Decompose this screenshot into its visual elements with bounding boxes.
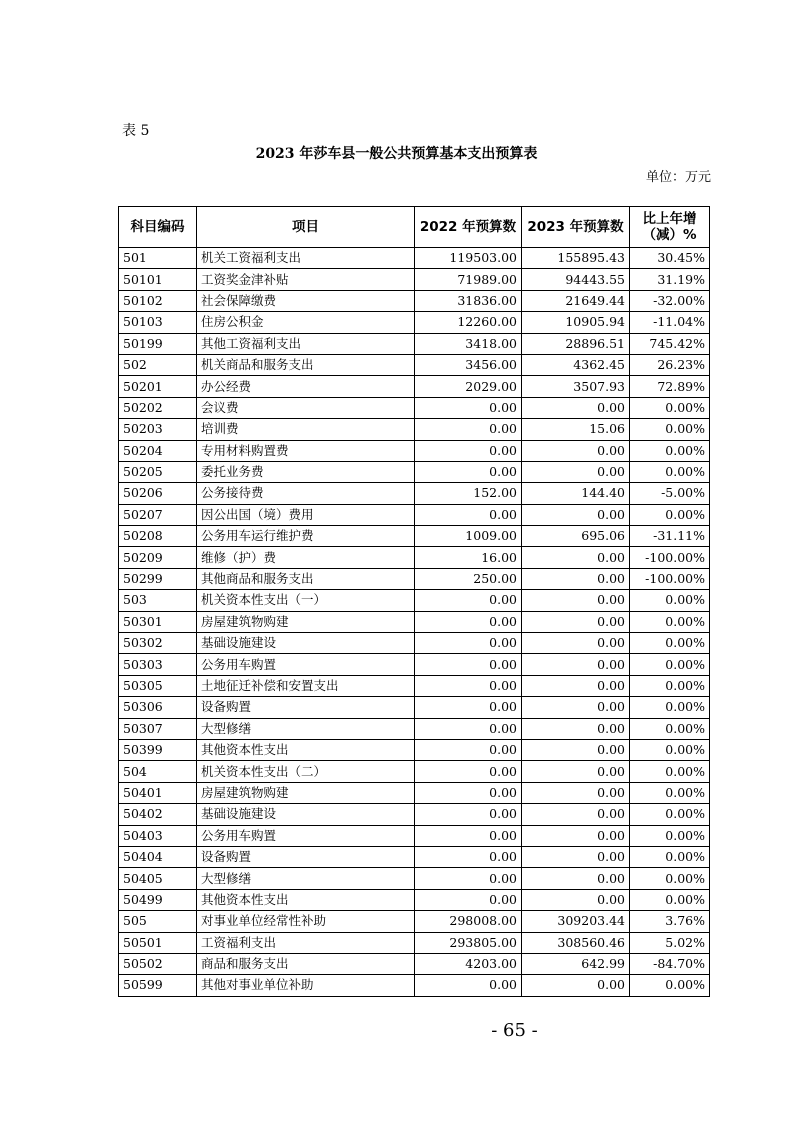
cell-code: 50207 [119, 504, 197, 525]
cell-item: 工资奖金津补贴 [197, 269, 415, 290]
cell-2023: 0.00 [522, 889, 630, 910]
cell-change: 72.89% [630, 376, 710, 397]
cell-2023: 695.06 [522, 526, 630, 547]
cell-code: 50199 [119, 333, 197, 354]
table-row [119, 419, 710, 440]
cell-item: 商品和服务支出 [197, 953, 415, 974]
cell-2023: 28896.51 [522, 333, 630, 354]
cell-change: -5.00% [630, 483, 710, 504]
cell-change: -11.04% [630, 312, 710, 333]
cell-item: 其他资本性支出 [197, 739, 415, 760]
cell-2022: 0.00 [415, 504, 522, 525]
cell-2023: 0.00 [522, 846, 630, 867]
cell-item: 基础设施建设 [197, 633, 415, 654]
cell-item: 房屋建筑物购建 [197, 611, 415, 632]
cell-change: 31.19% [630, 269, 710, 290]
cell-2023: 0.00 [522, 739, 630, 760]
header-change-line2: （减）% [642, 227, 697, 243]
unit-label: 单位：万元 [645, 170, 711, 185]
cell-item: 大型修缮 [197, 868, 415, 889]
cell-code: 50101 [119, 269, 197, 290]
cell-2023: 0.00 [522, 547, 630, 568]
cell-2023: 0.00 [522, 675, 630, 696]
cell-code: 50402 [119, 804, 197, 825]
cell-change: 0.00% [630, 504, 710, 525]
cell-code: 50502 [119, 953, 197, 974]
cell-item: 土地征迁补偿和安置支出 [197, 675, 415, 696]
cell-change: -100.00% [630, 568, 710, 589]
cell-2023: 144.40 [522, 483, 630, 504]
cell-item: 社会保障缴费 [197, 290, 415, 311]
table-row [119, 397, 710, 418]
cell-2022: 71989.00 [415, 269, 522, 290]
cell-item: 机关商品和服务支出 [197, 354, 415, 375]
cell-change: 0.00% [630, 804, 710, 825]
cell-2022: 0.00 [415, 440, 522, 461]
table-row [119, 782, 710, 803]
cell-2022: 0.00 [415, 611, 522, 632]
cell-item: 对事业单位经常性补助 [197, 911, 415, 932]
cell-2022: 0.00 [415, 761, 522, 782]
cell-item: 其他工资福利支出 [197, 333, 415, 354]
cell-item: 其他商品和服务支出 [197, 568, 415, 589]
cell-item: 公务接待费 [197, 483, 415, 504]
cell-change: 0.00% [630, 825, 710, 846]
cell-2023: 3507.93 [522, 376, 630, 397]
cell-item: 委托业务费 [197, 461, 415, 482]
table-row [119, 333, 710, 354]
cell-code: 50299 [119, 568, 197, 589]
cell-code: 50202 [119, 397, 197, 418]
cell-2023: 0.00 [522, 461, 630, 482]
cell-code: 50208 [119, 526, 197, 547]
cell-code: 50301 [119, 611, 197, 632]
cell-change: -100.00% [630, 547, 710, 568]
cell-code: 50501 [119, 932, 197, 953]
cell-change: -84.70% [630, 953, 710, 974]
cell-2022: 293805.00 [415, 932, 522, 953]
table-row [119, 590, 710, 611]
cell-2022: 1009.00 [415, 526, 522, 547]
table-row [119, 290, 710, 311]
cell-2023: 309203.44 [522, 911, 630, 932]
cell-item: 公务用车运行维护费 [197, 526, 415, 547]
cell-code: 50307 [119, 718, 197, 739]
table-row [119, 868, 710, 889]
cell-2022: 2029.00 [415, 376, 522, 397]
cell-2022: 119503.00 [415, 248, 522, 269]
cell-2022: 12260.00 [415, 312, 522, 333]
cell-code: 50403 [119, 825, 197, 846]
cell-2023: 308560.46 [522, 932, 630, 953]
table-header-row [119, 207, 710, 248]
cell-item: 大型修缮 [197, 718, 415, 739]
cell-2023: 0.00 [522, 504, 630, 525]
cell-code: 50201 [119, 376, 197, 397]
cell-2023: 0.00 [522, 654, 630, 675]
cell-change: 0.00% [630, 697, 710, 718]
cell-2022: 16.00 [415, 547, 522, 568]
table-row [119, 633, 710, 654]
cell-2023: 0.00 [522, 825, 630, 846]
table-row [119, 975, 710, 996]
cell-change: 0.00% [630, 397, 710, 418]
cell-code: 50204 [119, 440, 197, 461]
cell-2022: 4203.00 [415, 953, 522, 974]
cell-change: 0.00% [630, 868, 710, 889]
cell-2022: 0.00 [415, 397, 522, 418]
table-row [119, 932, 710, 953]
cell-2023: 15.06 [522, 419, 630, 440]
table-row [119, 889, 710, 910]
cell-2023: 0.00 [522, 975, 630, 996]
cell-2022: 0.00 [415, 697, 522, 718]
cell-code: 50209 [119, 547, 197, 568]
cell-2022: 0.00 [415, 804, 522, 825]
cell-item: 其他资本性支出 [197, 889, 415, 910]
cell-2022: 0.00 [415, 825, 522, 846]
table-row [119, 312, 710, 333]
cell-change: 30.45% [630, 248, 710, 269]
cell-2022: 0.00 [415, 782, 522, 803]
table-row [119, 697, 710, 718]
cell-code: 502 [119, 354, 197, 375]
cell-2022: 0.00 [415, 633, 522, 654]
cell-code: 50306 [119, 697, 197, 718]
cell-item: 房屋建筑物购建 [197, 782, 415, 803]
table-row [119, 911, 710, 932]
cell-item: 工资福利支出 [197, 932, 415, 953]
page-title: 2023 年莎车县一般公共预算基本支出预算表 [255, 146, 538, 162]
cell-2023: 4362.45 [522, 354, 630, 375]
cell-2022: 0.00 [415, 889, 522, 910]
table-row [119, 739, 710, 760]
table-row [119, 354, 710, 375]
cell-code: 50205 [119, 461, 197, 482]
cell-2023: 0.00 [522, 611, 630, 632]
header-2023: 2023 年预算数 [522, 207, 630, 248]
cell-change: 0.00% [630, 654, 710, 675]
page-number-text: - 65 - [491, 1020, 538, 1041]
cell-2023: 21649.44 [522, 290, 630, 311]
cell-change: 0.00% [630, 675, 710, 696]
cell-item: 设备购置 [197, 697, 415, 718]
cell-item: 因公出国（境）费用 [197, 504, 415, 525]
cell-item: 办公经费 [197, 376, 415, 397]
cell-change: 745.42% [630, 333, 710, 354]
cell-2022: 0.00 [415, 718, 522, 739]
cell-2023: 0.00 [522, 697, 630, 718]
cell-2022: 0.00 [415, 590, 522, 611]
cell-change: 0.00% [630, 633, 710, 654]
table-row [119, 376, 710, 397]
cell-item: 住房公积金 [197, 312, 415, 333]
table-row [119, 953, 710, 974]
cell-2023: 0.00 [522, 868, 630, 889]
table-row [119, 269, 710, 290]
cell-2022: 0.00 [415, 675, 522, 696]
cell-item: 会议费 [197, 397, 415, 418]
cell-code: 50302 [119, 633, 197, 654]
table-row [119, 440, 710, 461]
header-change-line1: 比上年增 [642, 211, 697, 227]
table-row [119, 611, 710, 632]
budget-table [118, 206, 710, 997]
table-label: 表 5 [122, 123, 150, 139]
table-row [119, 547, 710, 568]
cell-item: 基础设施建设 [197, 804, 415, 825]
cell-2023: 10905.94 [522, 312, 630, 333]
cell-change: 0.00% [630, 846, 710, 867]
cell-change: 0.00% [630, 975, 710, 996]
cell-2023: 0.00 [522, 633, 630, 654]
cell-code: 50206 [119, 483, 197, 504]
cell-change: 5.02% [630, 932, 710, 953]
header-2022: 2022 年预算数 [415, 207, 522, 248]
cell-code: 50399 [119, 739, 197, 760]
cell-2022: 152.00 [415, 483, 522, 504]
cell-code: 50405 [119, 868, 197, 889]
header-change [630, 207, 710, 248]
cell-item: 维修（护）费 [197, 547, 415, 568]
cell-change: 0.00% [630, 461, 710, 482]
cell-change: 0.00% [630, 782, 710, 803]
cell-2023: 642.99 [522, 953, 630, 974]
cell-code: 501 [119, 248, 197, 269]
cell-2023: 0.00 [522, 568, 630, 589]
cell-2023: 0.00 [522, 590, 630, 611]
cell-change: -32.00% [630, 290, 710, 311]
table-row [119, 568, 710, 589]
table-row [119, 825, 710, 846]
table-row [119, 804, 710, 825]
cell-change: 0.00% [630, 739, 710, 760]
cell-2022: 0.00 [415, 654, 522, 675]
cell-2023: 0.00 [522, 804, 630, 825]
cell-item: 专用材料购置费 [197, 440, 415, 461]
cell-change: 0.00% [630, 889, 710, 910]
cell-code: 50103 [119, 312, 197, 333]
cell-change: 3.76% [630, 911, 710, 932]
table-row [119, 846, 710, 867]
cell-2023: 0.00 [522, 440, 630, 461]
table-row [119, 504, 710, 525]
table-row [119, 248, 710, 269]
cell-2022: 0.00 [415, 461, 522, 482]
cell-code: 50499 [119, 889, 197, 910]
cell-2022: 0.00 [415, 739, 522, 760]
cell-2022: 31836.00 [415, 290, 522, 311]
header-code: 科目编码 [119, 207, 197, 248]
cell-2023: 155895.43 [522, 248, 630, 269]
cell-2022: 0.00 [415, 975, 522, 996]
cell-item: 机关工资福利支出 [197, 248, 415, 269]
table-body [119, 248, 710, 997]
cell-change: 0.00% [630, 761, 710, 782]
header-item: 项目 [197, 207, 415, 248]
cell-2022: 3456.00 [415, 354, 522, 375]
cell-change: -31.11% [630, 526, 710, 547]
cell-item: 其他对事业单位补助 [197, 975, 415, 996]
table-row [119, 483, 710, 504]
table-row [119, 761, 710, 782]
cell-item: 培训费 [197, 419, 415, 440]
cell-2022: 250.00 [415, 568, 522, 589]
cell-change: 0.00% [630, 611, 710, 632]
cell-2022: 0.00 [415, 419, 522, 440]
table-row [119, 526, 710, 547]
cell-code: 50102 [119, 290, 197, 311]
cell-2022: 298008.00 [415, 911, 522, 932]
cell-code: 504 [119, 761, 197, 782]
cell-2023: 0.00 [522, 397, 630, 418]
cell-item: 公务用车购置 [197, 654, 415, 675]
cell-2023: 0.00 [522, 718, 630, 739]
cell-2022: 0.00 [415, 868, 522, 889]
cell-code: 50599 [119, 975, 197, 996]
cell-change: 0.00% [630, 590, 710, 611]
cell-change: 26.23% [630, 354, 710, 375]
cell-2023: 94443.55 [522, 269, 630, 290]
cell-code: 50305 [119, 675, 197, 696]
cell-2023: 0.00 [522, 761, 630, 782]
cell-change: 0.00% [630, 718, 710, 739]
cell-change: 0.00% [630, 440, 710, 461]
table-row [119, 461, 710, 482]
cell-code: 50401 [119, 782, 197, 803]
cell-code: 505 [119, 911, 197, 932]
page-number [0, 1020, 793, 1041]
cell-item: 机关资本性支出（一） [197, 590, 415, 611]
cell-item: 公务用车购置 [197, 825, 415, 846]
cell-item: 设备购置 [197, 846, 415, 867]
table-row [119, 654, 710, 675]
cell-code: 50404 [119, 846, 197, 867]
cell-2022: 0.00 [415, 846, 522, 867]
cell-code: 50203 [119, 419, 197, 440]
cell-2022: 3418.00 [415, 333, 522, 354]
cell-code: 50303 [119, 654, 197, 675]
cell-item: 机关资本性支出（二） [197, 761, 415, 782]
table-row [119, 718, 710, 739]
table-row [119, 675, 710, 696]
cell-2023: 0.00 [522, 782, 630, 803]
cell-code: 503 [119, 590, 197, 611]
cell-change: 0.00% [630, 419, 710, 440]
